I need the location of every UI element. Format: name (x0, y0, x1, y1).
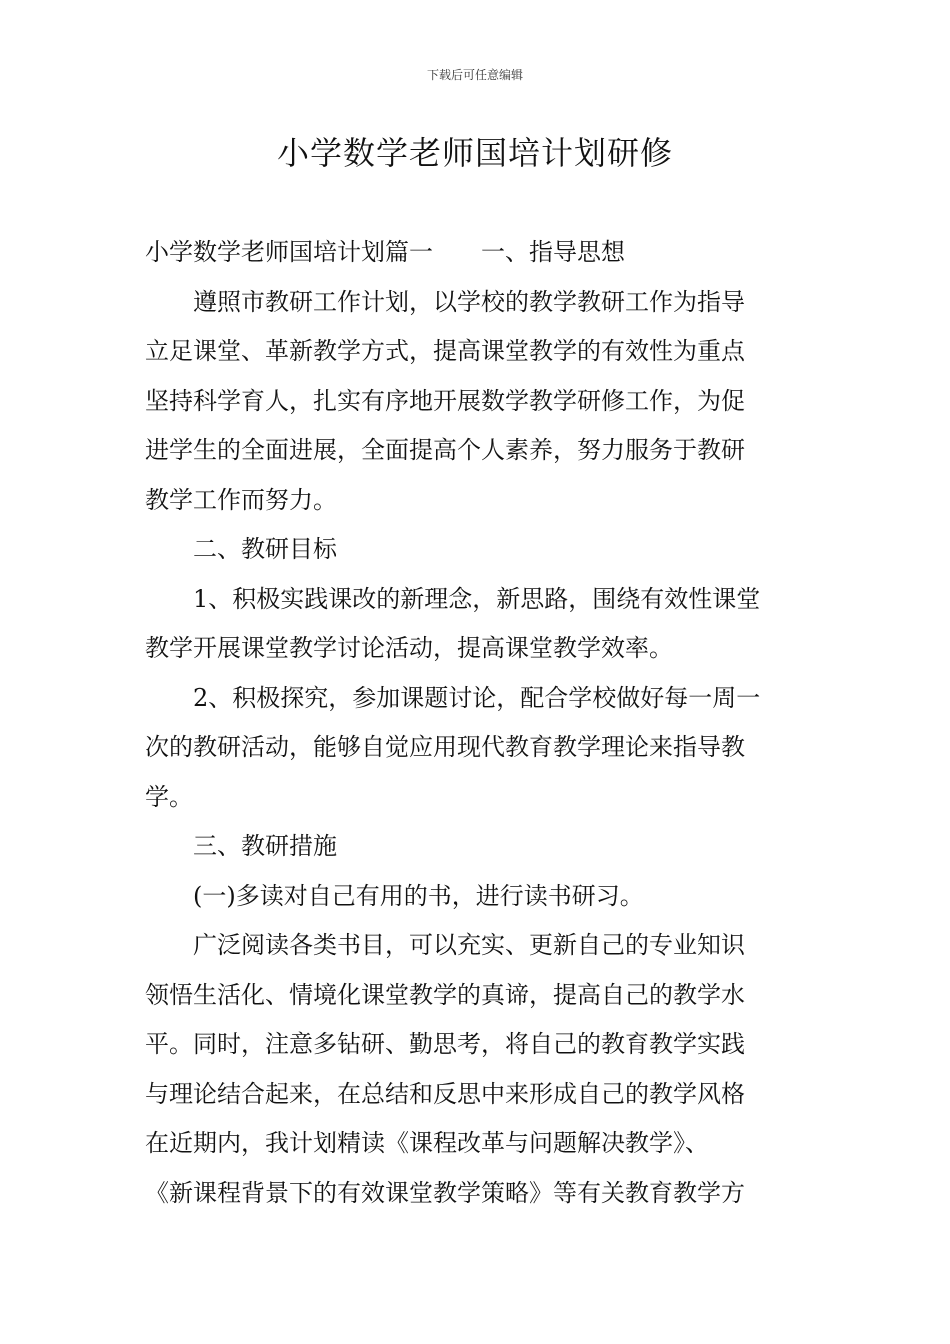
paragraph-line (145, 278, 807, 328)
paragraph-line (145, 575, 807, 625)
paragraph-line (145, 921, 807, 971)
line-text: 领悟生活化、情境化课堂教学的真谛，提高自己的教学水 (145, 980, 745, 1009)
paragraph-line (145, 822, 807, 872)
line-text: (一)多读对自己有用的书，进行读书研习。 (193, 881, 644, 910)
paragraph-line (145, 674, 807, 724)
line-text: 进学生的全面进展，全面提高个人素养，努力服务于教研 (145, 436, 745, 464)
paragraph-line (145, 1070, 807, 1120)
paragraph-line (145, 228, 807, 278)
line-text: 平。同时，注意多钻研、勤思考，将自己的教育教学实践 (145, 1030, 745, 1058)
line-text: 次的教研活动，能够自觉应用现代教育教学理论来指导教 (145, 733, 745, 761)
line-text: 立足课堂、革新教学方式，提高课堂教学的有效性为重点 (145, 337, 745, 365)
line-text: 二、教研目标 (193, 535, 337, 563)
paragraph-line (145, 377, 807, 427)
paragraph-line (145, 1169, 807, 1219)
paragraph-line (145, 476, 807, 526)
paragraph-line (145, 723, 807, 773)
line-text: 教学开展课堂教学讨论活动，提高课堂教学效率。 (145, 634, 673, 662)
paragraph-line (145, 426, 807, 476)
line-text: 小学数学老师国培计划篇一 (145, 238, 433, 266)
paragraph-line (145, 872, 807, 922)
paragraph-line (145, 773, 807, 823)
paragraph-line (145, 624, 807, 674)
line-text: 与理论结合起来，在总结和反思中来形成自己的教学风格 (145, 1079, 745, 1108)
line-text: 坚持科学育人，扎实有序地开展数学教学研修工作，为促 (145, 386, 745, 415)
section-heading: 一、指导思想 (481, 238, 625, 266)
line-text: 广泛阅读各类书目，可以充实、更新自己的专业知识 (193, 931, 745, 959)
paragraph-line (145, 327, 807, 377)
line-text: 《新课程背景下的有效课堂教学策略》等有关教育教学方 (145, 1178, 745, 1207)
paragraph-line (145, 525, 807, 575)
header-note: 下载后可任意编辑 (426, 68, 523, 82)
line-text: 1、积极实践课改的新理念，新思路，围绕有效性课堂 (193, 584, 761, 613)
line-text: 学。 (145, 782, 193, 811)
line-text: 在近期内，我计划精读《课程改革与问题解决教学》、 (145, 1129, 709, 1157)
paragraph-line (145, 971, 807, 1021)
line-text: 遵照市教研工作计划，以学校的教学教研工作为指导 (193, 287, 745, 316)
paragraph-line (145, 1119, 807, 1169)
line-text: 教学工作而努力。 (145, 485, 337, 514)
line-text: 三、教研措施 (193, 832, 337, 860)
document-body (145, 228, 807, 1218)
line-text: 2、积极探究，参加课题讨论，配合学校做好每一周一 (193, 683, 761, 712)
paragraph-line (145, 1020, 807, 1070)
document-title: 小学数学老师国培计划研修 (276, 134, 673, 172)
